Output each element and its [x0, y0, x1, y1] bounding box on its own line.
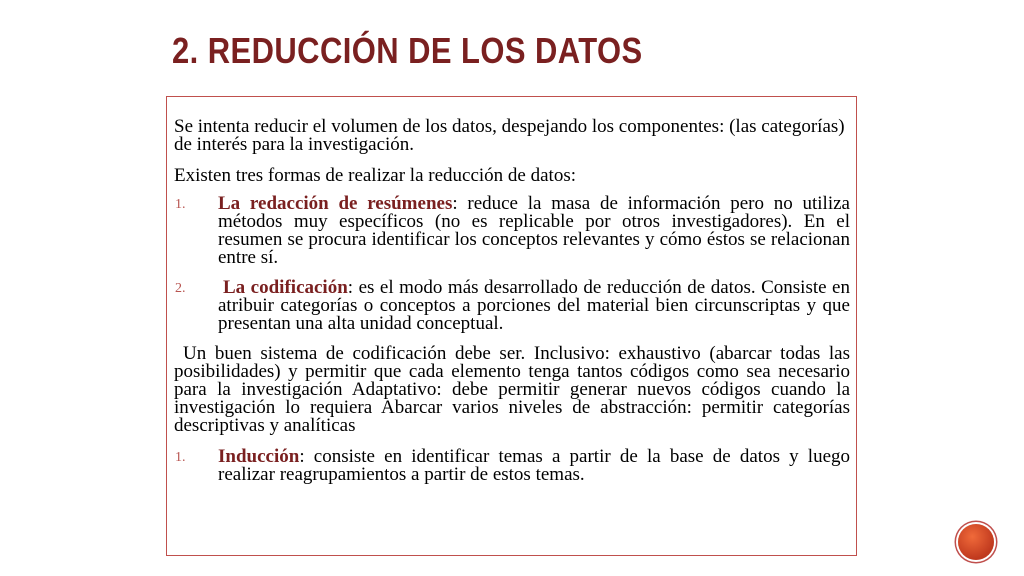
- list-term: La codificación: [223, 277, 348, 298]
- list-number: 1.: [175, 197, 186, 212]
- list-number: 1.: [175, 450, 186, 465]
- slide-title: 2. REDUCCIÓN DE LOS DATOS: [172, 30, 643, 71]
- list-text: : consiste en identificar temas a partir de la base de datos y luego realizar reagrupamientos a partir de estos temas.: [218, 446, 850, 485]
- lead-paragraph: Existen tres formas de realizar la reducción de datos:: [174, 165, 576, 186]
- list-term: Inducción: [218, 446, 300, 467]
- slide-body: [174, 118, 850, 484]
- decorative-circle-icon: [958, 524, 994, 560]
- list-number: 2.: [175, 281, 186, 296]
- list-item: [174, 195, 850, 267]
- list-item: [174, 448, 850, 484]
- list-text: : es el modo más desarrollado de reducción de datos. Consiste en atribuir categorías o conceptos a porciones del material bien circunscriptas y que presentan una alta unidad conceptual.: [218, 277, 850, 334]
- intro-paragraph: Se intenta reducir el volumen de los datos, despejando los componentes: (las categorías) de interés para la investigación.: [174, 116, 845, 155]
- list-item: [174, 279, 850, 333]
- body-paragraph: Un buen sistema de codificación debe ser. Inclusivo: exhaustivo (abarcar todas las posibilidades) y permitir que cada elemento tenga tantos códigos como sea necesario para la investigación Adaptativo: debe permitir generar nuevos códigos cuando la investigación lo requiera Abarcar varios niveles de abstracción: permitir categorías descriptivas y analíticas: [174, 343, 850, 436]
- list-text: : reduce la masa de información pero no utiliza métodos muy específicos (no es replicable por otros investigadores). En el resumen se procura identificar los conceptos relevantes y cómo éstos se relacionan entre sí.: [218, 193, 850, 268]
- list-term: La redacción de resúmenes: [218, 193, 453, 214]
